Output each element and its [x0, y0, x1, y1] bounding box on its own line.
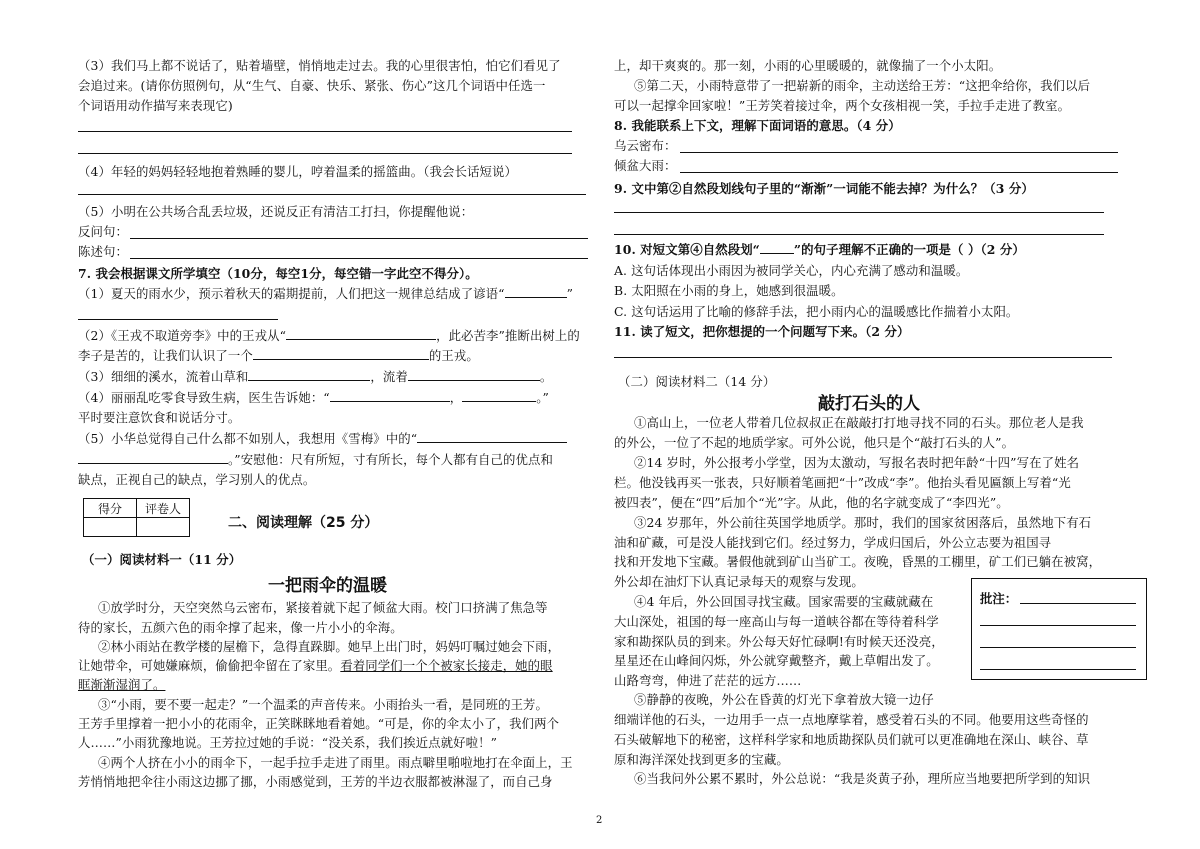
q7-5-cont2: 缺点，正视自己的缺点，学习别人的优点。 [78, 472, 316, 487]
s5-line1: ⑤静静的夜晚，外公在昏黄的灯光下拿着放大镜一边仔 [634, 692, 934, 707]
q7-1-text: （1）夏天的雨水少，预示着秋天的霜期提前，人们把这一规律总结成了谚语“ [78, 286, 505, 301]
s3-line3: 找和开发地下宝藏。暑假他就到矿山当矿工。夜晚，昏黑的工棚里，矿工们已躺在被窝， [614, 554, 1102, 569]
answer-line[interactable] [130, 258, 588, 259]
s4-line5: 山路弯弯，伸进了茫茫的远方…… [614, 673, 802, 688]
annotation-line[interactable] [980, 669, 1136, 670]
score-cell[interactable] [84, 518, 137, 537]
answer-line[interactable] [78, 153, 572, 154]
para3-line3: 人……”小雨犹豫地说。王芳拉过她的手说：“没关系，我们挨近点就好啦！” [78, 735, 498, 750]
q8-title: 8. 我能联系上下文，理解下面词语的意思。（4 分） [614, 118, 901, 133]
s5-line3: 石头破解地下的秘密，这样科学家和地质勘探队员们就可以更准确地在深山、峡谷、草 [614, 732, 1089, 747]
q7-4-cont: 平时要注意饮食和说话分寸。 [78, 410, 241, 425]
answer-line[interactable] [130, 238, 588, 239]
q7-title: 7. 我会根据课文所学填空（10分，每空1分，每空错一字此空不得分）。 [78, 266, 478, 281]
q7-5 [78, 430, 567, 447]
q4-prompt: （4）年轻的妈妈轻轻地抱着熟睡的婴儿，哼着温柔的摇篮曲。（我会长话短说） [78, 164, 517, 179]
s2-line1: ②14 岁时，外公报考小学堂，因为太激动，写报名表时把年龄“十四”写在了姓名 [634, 455, 1080, 470]
para2-line1: ②林小雨站在教学楼的屋檐下，急得直跺脚。她早上出门时，妈妈叮嘱过她会下雨， [98, 639, 561, 654]
q10-title [614, 241, 1025, 258]
s3-line1: ③24 岁那年，外公前往英国学地质学。那时，我们的国家贫困落后，虽然地下有石 [634, 515, 1092, 530]
q3-line1: （3）我们马上都不说话了，贴着墙壁，悄悄地走过去。我的心里很害怕，怕它们看见了 [78, 58, 561, 73]
answer-line[interactable] [614, 357, 1112, 358]
para4-line2: 芳悄悄地把伞往小雨这边挪了挪，小雨感觉到，王芳的半边衣服都被淋湿了，而自己身 [78, 774, 553, 789]
q3-line3: 个词语用动作描写来表现它) [78, 98, 233, 113]
q7-2-text-c: 李子是苦的，让我们认识了一个 [78, 348, 253, 363]
grader-cell[interactable] [137, 518, 190, 537]
answer-line[interactable] [614, 212, 1104, 213]
fill-blank[interactable] [253, 347, 429, 360]
answer-line[interactable] [680, 152, 1118, 153]
q10-option-c[interactable]: C. 这句话运用了比喻的修辞手法，把小雨内心的温暖感比作揣着小太阳。 [614, 304, 1019, 319]
fill-blank[interactable] [505, 285, 567, 298]
answer-line[interactable] [78, 319, 278, 320]
s2-line3: 被四表”，便在“四”后加个“光”字。从此，他的名字就变成了“李四光”。 [614, 495, 1009, 510]
q3-line2: 会追过来。(请你仿照例句，从“生气、自豪、快乐、紧张、伤心”这几个词语中任选一 [78, 78, 546, 93]
q7-2-cont [78, 347, 479, 364]
annotation-label: 批注： [980, 591, 1018, 606]
answer-line[interactable] [614, 234, 1104, 235]
s4-line3: 家和勘探队员的到来。外公每天好忙碌啊!有时候天还没亮， [614, 634, 944, 649]
para3-line1: ③“小雨，要不要一起走？”一个温柔的声音传来。小雨抬头一看，是同班的王芳。 [98, 697, 549, 712]
page-number: 2 [596, 815, 603, 826]
section-heading: 二、阅读理解（25 分） [228, 515, 379, 531]
reading2-label: （二）阅读材料二（14 分） [618, 374, 776, 389]
para2-line3: 眶渐渐湿润了。 [78, 677, 166, 692]
s1-line2: 的外公，一位了不起的地质学家。可外公说，他只是个“敲打石头的人”。 [614, 435, 1015, 450]
para5-line1: ⑤第二天，小雨特意带了一把崭新的雨伞，主动送给王芳：“这把伞给你，我们以后 [634, 78, 1091, 93]
annotation-line[interactable] [1020, 603, 1136, 604]
s5-line2: 细端详他的石头，一边用手一点一点地摩挲着，感受着石头的不同。他要用这些奇怪的 [614, 712, 1089, 727]
q7-3 [78, 368, 552, 385]
annotation-line[interactable] [980, 647, 1136, 648]
answer-line[interactable] [78, 131, 572, 132]
reading1-label: （一）阅读材料一（11 分） [82, 552, 242, 567]
para4-line1: ④两个人挤在小小的雨伞下，一起手拉手走进了雨里。雨点噼里啪啦地打在伞面上，王 [98, 755, 573, 770]
fill-blank[interactable] [760, 241, 794, 254]
answer-line[interactable] [680, 172, 1118, 173]
q7-4-text-a: （4）丽丽乱吃零食导致生病，医生告诉她：“ [78, 390, 330, 405]
q7-3-text-c: 。 [539, 369, 553, 384]
para5-line2: 可以一起撑伞回家啦！”王芳笑着接过伞，两个女孩相视一笑，手拉手走进了教室。 [614, 98, 1071, 113]
para2-line2 [78, 657, 553, 674]
para1-line2: 待的家长，五颜六色的雨伞撑了起来，像一片小小的伞海。 [78, 620, 403, 635]
q7-3-text-a: （3）细细的溪水，流着山草和 [78, 369, 249, 384]
q7-4-text-b: ， [449, 390, 463, 405]
s6-line1: ⑥当我问外公累不累时，外公总说：“我是炎黄子孙，理所应当地要把所学到的知识 [634, 771, 1091, 786]
q7-2-text-b: ，此必苦李”推断出树上的 [436, 328, 580, 343]
q10-option-b[interactable]: B. 太阳照在小雨的身上，她感到很温暖。 [614, 283, 844, 298]
s4-line4: 星星还在山峰间闪烁，外公就穿戴整齐，戴上草帽出发了。 [614, 653, 939, 668]
q7-2-text-d: 的王戎。 [428, 348, 479, 363]
para2-text: 让她带伞，可她嫌麻烦，偷偷把伞留在了家里。 [78, 658, 341, 673]
q7-2 [78, 327, 580, 344]
s4-line1: ④4 年后，外公回国寻找宝藏。国家需要的宝藏就藏在 [634, 594, 934, 609]
score-table [83, 498, 190, 537]
q7-3-text-b: ，流着 [370, 369, 408, 384]
q10-option-a[interactable]: A. 这句话体现出小雨因为被同学关心，内心充满了感动和温暖。 [614, 263, 969, 278]
q11-title: 11. 读了短文，把你想提的一个问题写下来。（2 分） [614, 324, 910, 339]
q5-rhetorical-label: 反问句： [78, 224, 128, 239]
underlined-sentence: 看着同学们一个个被家长接走，她的眼 [340, 658, 553, 673]
q5-declarative-label: 陈述句： [78, 244, 128, 259]
s5-line4: 原和海洋深处找到更多的宝藏。 [614, 752, 789, 767]
annotation-line[interactable] [980, 625, 1136, 626]
q5-prompt: （5）小明在公共场合乱丢垃圾，还说反正有清洁工打扫，你提醒他说： [78, 204, 474, 219]
q7-4-text-c: 。” [536, 390, 549, 405]
fill-blank[interactable] [408, 368, 540, 381]
answer-line[interactable] [78, 194, 586, 195]
q8-b-label: 倾盆大雨： [614, 158, 677, 173]
para1-line1: ①放学时分，天空突然乌云密布，紧接着就下起了倾盆大雨。校门口挤满了焦急等 [98, 600, 548, 615]
q7-5-text-a: （5）小华总觉得自己什么都不如别人，我想用《雪梅》中的“ [78, 431, 418, 446]
q7-1-end: ” [566, 286, 574, 301]
fill-blank[interactable] [286, 327, 436, 340]
q7-2-text-a: （2）《王戎不取道旁李》中的王戎从“ [78, 328, 287, 343]
s3-line4: 外公却在油灯下认真记录每天的观察与发现。 [614, 574, 864, 589]
q10-text-b: ”的句子理解不正确的一项是（ ）（2 分） [793, 242, 1025, 257]
q7-4 [78, 389, 549, 406]
score-header: 得分 [84, 499, 137, 518]
reading2-title: 敲打石头的人 [818, 394, 920, 414]
q7-5-text-b: 。”安慰他：尺有所短，寸有所长，每个人都有自己的优点和 [228, 452, 553, 467]
s3-line2: 油和矿藏，可是没人能找到它们。经过努力，学成归国后，外公立志要为祖国寻 [614, 535, 1052, 550]
fill-blank[interactable] [330, 389, 450, 402]
s1-line1: ①高山上，一位老人带着几位叔叔正在敲敲打打地寻找不同的石头。那位老人是我 [634, 415, 1084, 430]
annotation-box [971, 578, 1147, 680]
fill-blank[interactable] [462, 389, 536, 402]
s2-line2: 栏。他没钱再买一张表，只好顺着笔画把“十”改成“李”。他抬头看见匾额上写着“光 [614, 475, 1071, 490]
q7-5-cont [78, 451, 553, 468]
para3-line2: 王芳手里撑着一把小小的花雨伞，正笑眯眯地看着她。“可是，你的伞太小了，我们两个 [78, 716, 560, 731]
reading1-title: 一把雨伞的温暖 [268, 576, 387, 596]
fill-blank[interactable] [78, 451, 228, 464]
para4-line3: 上，却干爽爽的。那一刻，小雨的心里暖暖的，就像揣了一个小太阳。 [614, 58, 1002, 73]
q7-1 [78, 285, 573, 302]
fill-blank[interactable] [417, 430, 567, 443]
q9-title: 9. 文中第②自然段划线句子里的“渐渐”一词能不能去掉？为什么？（3 分） [614, 181, 1034, 196]
q10-text-a: 10. 对短文第④自然段划“ [614, 242, 760, 257]
q8-a-label: 乌云密布： [614, 138, 677, 153]
grader-header: 评卷人 [137, 499, 190, 518]
s4-line2: 大山深处，祖国的每一座高山与每一道峡谷都在等待着科学 [614, 614, 939, 629]
fill-blank[interactable] [248, 368, 370, 381]
